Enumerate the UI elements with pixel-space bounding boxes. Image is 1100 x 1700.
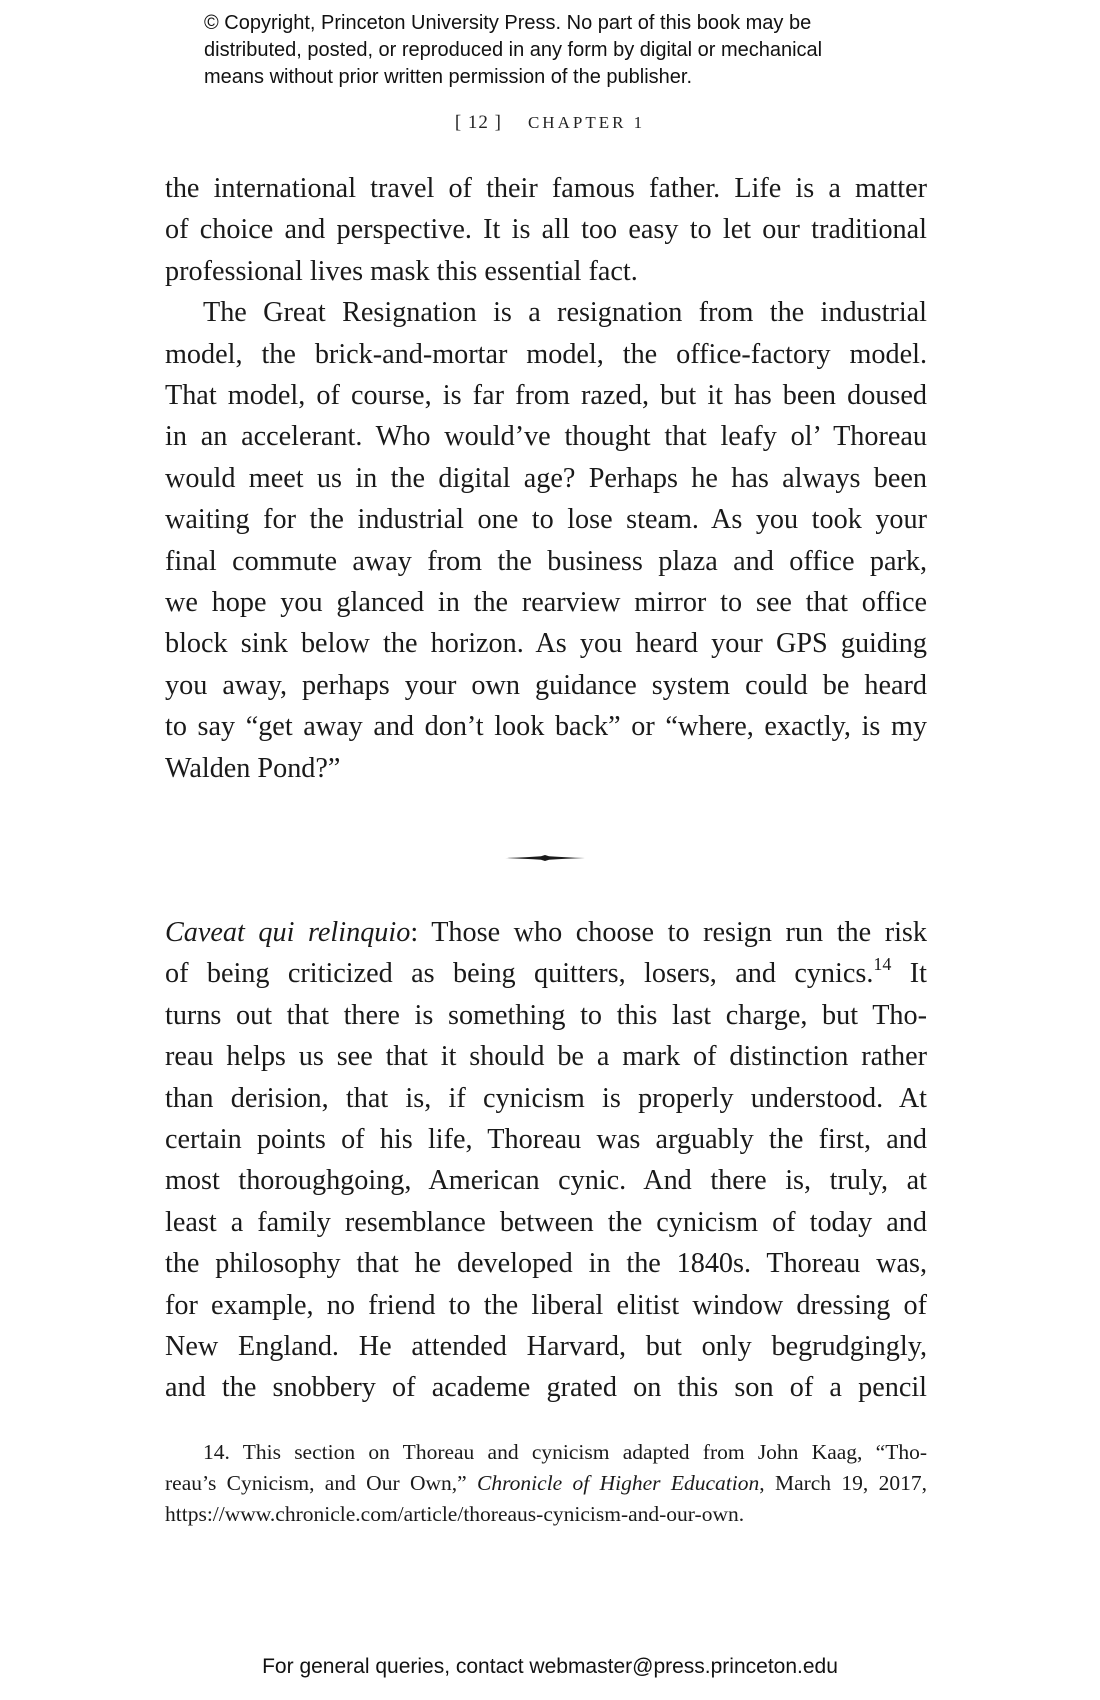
- text-fragment: reau’s Cynicism, and Our Own,”: [165, 1471, 478, 1495]
- body-section-second: [165, 912, 927, 1409]
- text-line: [165, 953, 927, 994]
- footnote-line: [165, 1468, 927, 1499]
- text-line: turns out that there is something to this last charge, but Tho-: [165, 999, 927, 1031]
- text-line: professional lives mask this essential fact.: [165, 255, 638, 287]
- text-fragment: of being criticized as being quitters, losers, and cynics.: [165, 958, 874, 990]
- copyright-line: © Copyright, Princeton University Press. No part of this book may be: [204, 12, 812, 34]
- text-line: most thoroughgoing, American cynic. And there is, truly, at: [165, 1165, 927, 1197]
- text-fragment: , March 19, 2017,: [759, 1471, 927, 1495]
- running-head: [0, 112, 1100, 134]
- text-line: to say “get away and don’t look back” or “where, exactly, is my: [165, 711, 927, 743]
- footer-contact: For general queries, contact webmaster@press.princeton.edu: [262, 1655, 838, 1678]
- text-line: you away, perhaps your own guidance system could be heard: [165, 669, 927, 701]
- text-line: model, the brick-and-mortar model, the office-factory model.: [165, 338, 927, 370]
- footnote: [165, 1437, 927, 1530]
- footnote-url: https://www.chronicle.com/article/thoreaus-cynicism-and-our-own.: [165, 1502, 745, 1526]
- publication-title: Chronicle of Higher Education: [477, 1471, 760, 1495]
- text-line: for example, no friend to the liberal elitist window dressing of: [165, 1289, 927, 1321]
- text-line: That model, of course, is far from razed, but it has been doused: [165, 380, 927, 412]
- text-line: reau helps us see that it should be a mark of distinction rather: [165, 1041, 927, 1073]
- text-line: least a family resemblance between the cynicism of today and: [165, 1206, 927, 1238]
- text-line: and the snobbery of academe grated on this son of a pencil: [165, 1372, 927, 1404]
- text-fragment: It: [891, 958, 928, 990]
- page-number: [ 12 ]: [454, 112, 502, 133]
- body-section-first: [165, 168, 927, 789]
- text-line: [165, 912, 927, 953]
- text-line: in an accelerant. Who would’ve thought that leafy ol’ Thoreau: [165, 421, 927, 453]
- text-line: of choice and perspective. It is all too easy to let our traditional: [165, 214, 927, 246]
- text-line: we hope you glanced in the rearview mirror to see that office: [165, 587, 927, 619]
- text-line: Walden Pond?”: [165, 752, 341, 784]
- footnote-line: 14. This section on Thoreau and cynicism adapted from John Kaag, “Tho-: [203, 1440, 927, 1464]
- text-line: would meet us in the digital age? Perhaps he has always been: [165, 462, 927, 494]
- latin-phrase: Caveat qui relinquio: [165, 917, 411, 948]
- text-fragment: : Those who choose to resign run the risk: [410, 917, 927, 948]
- footnote-reference: 14: [873, 954, 892, 975]
- chapter-label: CHAPTER 1: [527, 113, 646, 132]
- text-line: final commute away from the business plaza and office park,: [165, 545, 927, 577]
- section-break-ornament: [505, 852, 585, 864]
- text-line: certain points of his life, Thoreau was arguably the first, and: [165, 1124, 927, 1156]
- copyright-line: means without prior written permission of the publisher.: [204, 66, 693, 88]
- text-line: the international travel of their famous father. Life is a matter: [165, 173, 927, 204]
- text-line: block sink below the horizon. As you heard your GPS guiding: [165, 628, 927, 660]
- text-line: The Great Resignation is a resignation from the industrial: [203, 297, 927, 329]
- copyright-notice: [204, 10, 944, 91]
- text-line: than derision, that is, if cynicism is properly understood. At: [165, 1082, 927, 1114]
- text-line: waiting for the industrial one to lose steam. As you took your: [165, 504, 927, 536]
- copyright-line: distributed, posted, or reproduced in any form by digital or mechanical: [204, 39, 823, 61]
- text-line: the philosophy that he developed in the 1840s. Thoreau was,: [165, 1248, 927, 1280]
- text-line: New England. He attended Harvard, but only begrudgingly,: [165, 1331, 927, 1363]
